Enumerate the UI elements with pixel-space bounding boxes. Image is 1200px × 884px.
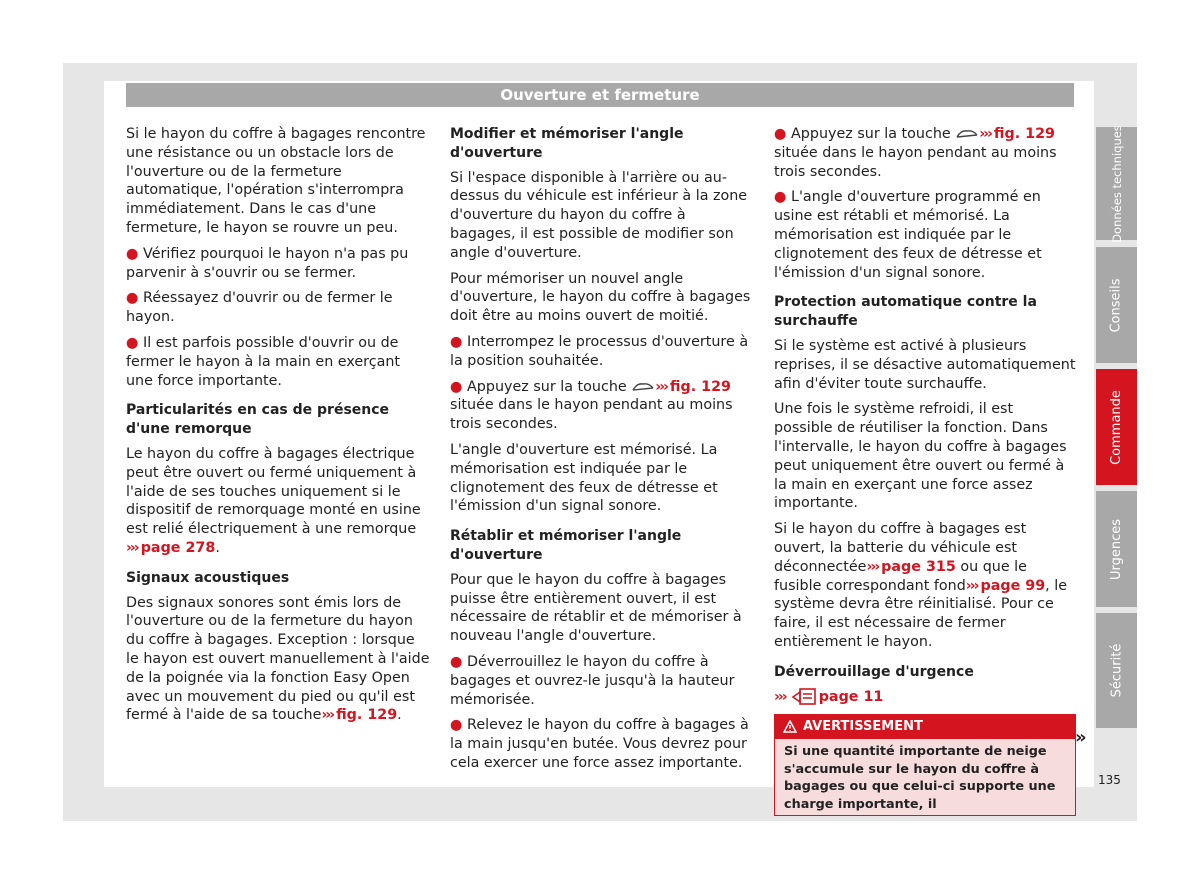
paragraph: Si l'espace disponible à l'arrière ou au-dessus du véhicule est inférieur à la zone d'ouverture du hayon du coffre à bagages, il est possible de modifier son angle d'ouverture. [450, 169, 748, 261]
tailgate-button-icon [955, 129, 979, 139]
tab-commande[interactable] [1096, 369, 1137, 485]
paragraph-text: Le hayon du coffre à bagages électrique peut être ouvert ou fermé uniquement à l'aide de ses touches uniquement si le dispositif de remorquage monté en usine est relié électriquement à une remorque [126, 445, 421, 538]
emergency-reference [774, 688, 1076, 707]
chevron-right-icon: ››› [979, 126, 991, 142]
emergency-book-icon [791, 688, 817, 706]
paragraph-text: , le système devra être réinitialisé. Pour ce faire, il est nécessaire de fermer entièrement le hayon. [774, 577, 1068, 650]
trailer-paragraph: Le hayon du coffre à bagages électrique peut être ouvert ou fermé uniquement à l'aide de ses touches uniquement si le dispositif de remorquage monté en usine est relié électriquement à une remorque ››› page 278. [126, 445, 421, 556]
bullet-icon: ● [126, 245, 139, 262]
list-item-text: Appuyez sur la touche [791, 126, 951, 142]
bullet-icon: ● [450, 717, 463, 734]
paragraph: L'angle d'ouverture est mémorisé. La mémorisation est indiquée par le clignotement des feux de détresse et l'émission d'un signal sonore. [450, 441, 718, 515]
chevron-right-icon: ››› [321, 707, 334, 724]
continued-chevron-icon: » [1075, 727, 1087, 748]
paragraph: Pour que le hayon du coffre à bagages puisse être entièrement ouvert, il est nécessaire de rétablir et de mémoriser à nouveau l'angle d'ouverture. [450, 571, 742, 645]
paragraph: Pour mémoriser un nouvel angle d'ouverture, le hayon du coffre à bagages doit être au moins ouvert de moitié. [450, 270, 751, 325]
column-3 [774, 125, 1076, 816]
heading-trailer: Particularités en cas de présence d'une remorque [126, 402, 390, 438]
paragraph: Si le système est activé à plusieurs reprises, il se désactive automatiquement afin d'éviter toute surchauffe. [774, 337, 1076, 392]
heading-emergency-unlock: Déverrouillage d'urgence [774, 663, 974, 680]
bullet-icon: ● [774, 126, 787, 142]
bullet-icon: ● [126, 334, 139, 351]
chevron-right-icon: ››› [655, 378, 667, 395]
chevron-right-icon: ››› [866, 558, 879, 575]
bullet-icon: ● [450, 333, 463, 350]
warning-box [774, 714, 1076, 816]
paragraph-text: Des signaux sonores sont émis lors de l'ouverture ou de la fermeture du hayon du coffre à bagages. Exception : lorsque le hayon est ouvert manuellement à l'aide de la poignée via la fonction Easy Open avec un mouvement du pied ou qu'il est fermé à l'aide de sa touche [126, 594, 430, 724]
list-item [126, 245, 430, 283]
list-item [450, 333, 754, 371]
list-item-text: située dans le hayon pendant au moins trois secondes. [450, 397, 733, 433]
page-reference-link[interactable]: page 278 [140, 539, 216, 556]
paragraph-text: ou que le fusible correspondant fond [774, 558, 1027, 594]
bullet-icon: ● [774, 189, 787, 206]
warning-text: Si une quantité importante de neige s'accumule sur le hayon du coffre à bagages ou que celui-ci supporte une charge importante, il [775, 739, 1075, 815]
tab-label: Commande [1109, 389, 1125, 465]
list-item-text: Il est parfois possible d'ouvrir ou de fermer le hayon à la main en exerçant une force importante. [126, 334, 401, 389]
tab-label: Données techniques [1109, 124, 1124, 243]
heading-overheat-protection: Protection automatique contre la surchauffe [774, 294, 1037, 330]
heading-restore-angle: Rétablir et mémoriser l'angle d'ouverture [450, 528, 682, 563]
heading-modify-angle: Modifier et mémoriser l'angle d'ouverture [450, 126, 684, 161]
page-number: 135 [1098, 773, 1121, 787]
tab-urgences[interactable] [1096, 491, 1137, 607]
figure-reference-link[interactable]: fig. 129 [669, 378, 731, 395]
list-item [774, 125, 1076, 181]
warning-header [775, 715, 1075, 739]
paragraph [774, 520, 1076, 652]
tab-donnees-techniques[interactable] [1096, 124, 1137, 243]
list-item-text: située dans le hayon pendant au moins trois secondes. [774, 144, 1057, 180]
column-2 [450, 125, 754, 780]
list-item [774, 188, 1076, 282]
list-item-text: Réessayez d'ouvrir ou de fermer le hayon. [126, 290, 393, 326]
tab-conseils[interactable] [1096, 247, 1137, 363]
list-item-text: Vérifiez pourquoi le hayon n'a pas pu parvenir à s'ouvrir ou se fermer. [126, 245, 409, 281]
column-1 [126, 125, 430, 732]
tab-securite[interactable] [1096, 613, 1137, 728]
list-item-text: Relevez le hayon du coffre à bagages à la main jusqu'en butée. Vous devrez pour cela exercer une force assez importante. [450, 717, 749, 771]
chevron-right-icon: ››› [126, 539, 138, 556]
page-reference-link[interactable]: page 99 [980, 577, 1046, 594]
list-item [450, 716, 754, 772]
list-item-text: Appuyez sur la touche [467, 378, 627, 395]
tailgate-button-icon [631, 382, 655, 392]
list-item-text: Interrompez le processus d'ouverture à la position souhaitée. [450, 333, 749, 369]
list-item [450, 653, 754, 709]
list-item [126, 334, 430, 390]
tab-label: Conseils [1109, 277, 1125, 333]
page-reference-link[interactable]: page 11 [818, 688, 884, 705]
figure-reference-link[interactable]: fig. 129 [993, 126, 1055, 142]
bullet-icon: ● [450, 653, 463, 670]
chevron-right-icon: ››› [774, 688, 786, 705]
list-item [450, 378, 754, 434]
intro-paragraph: Si le hayon du coffre à bagages rencontre une résistance ou un obstacle lors de l'ouverture ou de la fermeture automatique, l'opération s'interrompra immédiatement. Dans le cas d'une fermeture, le hayon se rouvre un peu. [126, 126, 426, 236]
section-header: Ouverture et fermeture [126, 83, 1074, 107]
list-item [126, 289, 430, 327]
signals-paragraph: Des signaux sonores sont émis lors de l'ouverture ou de la fermeture du hayon du coffre à bagages. Exception : lorsque le hayon est ouvert manuellement à l'aide de la poignée via la fonction Easy Open avec un mouvement du pied ou qu'il est fermé à l'aide de sa touche››› fig. 129. [126, 594, 430, 724]
warning-triangle-icon [783, 720, 797, 733]
page-reference-link[interactable]: page 315 [881, 558, 956, 575]
figure-reference-link[interactable]: fig. 129 [336, 707, 398, 724]
paragraph: Une fois le système refroidi, il est possible de réutiliser la fonction. Dans l'intervalle, le hayon du coffre à bagages peut uniquement être ouvert ou fermé à la main en exerçant une force assez importante. [774, 401, 1067, 512]
tab-label: Urgences [1109, 518, 1125, 580]
warning-title: AVERTISSEMENT [803, 719, 923, 735]
chevron-right-icon: ››› [965, 577, 978, 594]
list-item-text: L'angle d'ouverture programmé en usine est rétabli et mémorisé. La mémorisation est indiquée par le clignotement des feux de détresse et l'émission d'un signal sonore. [774, 189, 1042, 281]
list-item-text: Déverrouillez le hayon du coffre à bagages et ouvrez-le jusqu'à la hauteur mémorisée. [450, 653, 735, 708]
bullet-icon: ● [126, 290, 139, 307]
paragraph-text: Si le hayon du coffre à bagages est ouvert, la batterie du véhicule est déconnectée [774, 521, 1027, 575]
heading-signals: Signaux acoustiques [126, 569, 290, 586]
tab-label: Sécurité [1109, 643, 1125, 698]
bullet-icon: ● [450, 378, 463, 395]
